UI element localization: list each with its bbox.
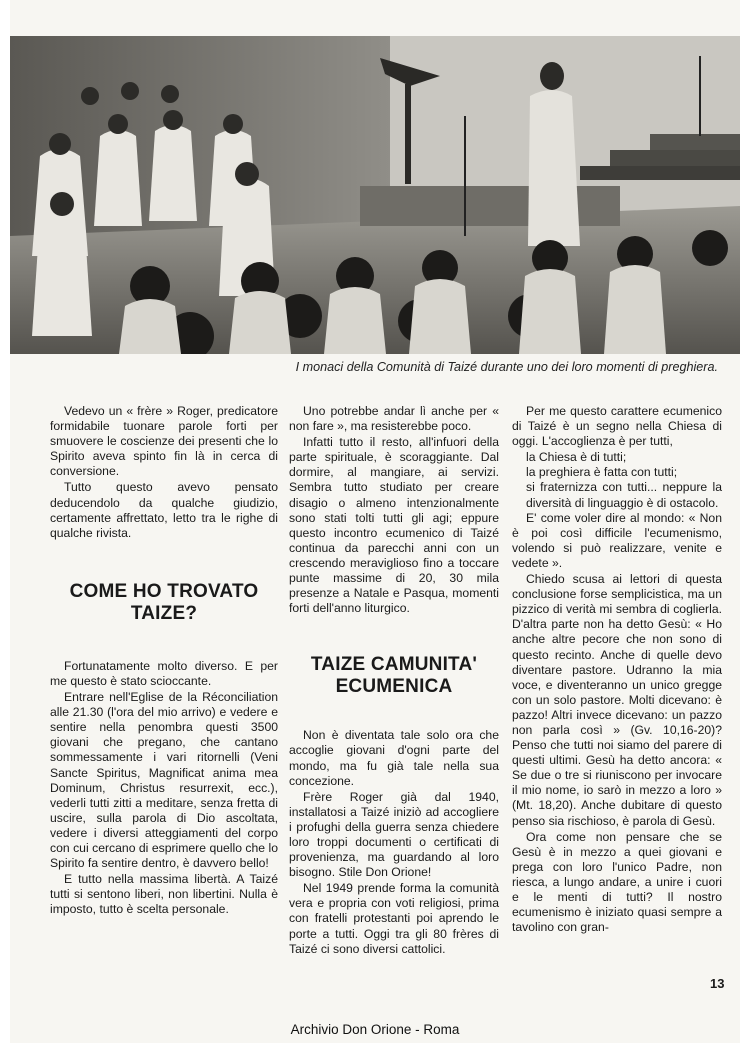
column-2 bbox=[289, 404, 499, 958]
paragraph: Uno potrebbe andar lì anche per « non fare », ma resisterebbe poco. bbox=[289, 404, 499, 434]
photo-caption: I monaci della Comunità di Taizé durante uno dei loro momenti di preghiera. bbox=[295, 360, 718, 374]
column-3 bbox=[512, 404, 722, 936]
page-number: 13 bbox=[710, 976, 725, 991]
paragraph: Non è diventata tale solo ora che accoglie giovani d'ogni parte del mondo, ma fu già tale nella sua concezione. bbox=[289, 728, 499, 788]
left-margin bbox=[0, 0, 10, 1043]
paragraph: Vedevo un « frère » Roger, predicatore formidabile tuonare parole forti per smuovere le coscienze dei presenti che lo Spirito aveva spinto fin là in cerca di conversione. bbox=[50, 404, 278, 479]
magazine-page bbox=[10, 0, 740, 1043]
paragraph: E' come voler dire al mondo: « Non è poi così difficile l'ecumenismo, volendo si può realizzare, venite e vedete ». bbox=[512, 510, 722, 570]
paragraph: Fortunatamente molto diverso. E per me questo è stato scioccante. bbox=[50, 658, 278, 688]
archive-footer: Archivio Don Orione - Roma bbox=[290, 1022, 460, 1037]
paragraph: E tutto nella massima libertà. A Taizé tutti si sentono liberi, non libertini. Nulla è imposto, tutto è scelta personale. bbox=[50, 872, 278, 917]
section-heading: TAIZE CAMUNITA' ECUMENICA bbox=[310, 654, 478, 698]
paragraph: Nel 1949 prende forma la comunità vera e propria con voti religiosi, prima con fratelli protestanti poi aprendo le porte a tutti. Oggi tra gli 80 frères di Taizé ci sono diversi cattolici. bbox=[289, 881, 499, 956]
paragraph: Infatti tutto il resto, all'infuori della parte spirituale, è scoraggiante. Dal dormire, al mangiare, ai servizi. Sembra tutto studiato per creare disagio o almeno intenzionalmente sono stati tolti tutti gli agi; eppure questo incontro ecumenico di Taizé continua da parecchi anni con un crescendo meraviglioso fino a toccare punte massime di 20, 30 mila presenze a Natale e Pasqua, momenti forti dell'anno liturgico. bbox=[289, 435, 499, 616]
paragraph: Tutto questo avevo pensato deducendolo da qualche giudizio, certamente affrettato, letto tra le righe di qualche rivista. bbox=[50, 480, 278, 540]
monks-photo bbox=[10, 36, 740, 354]
paragraph: Chiedo scusa ai lettori di questa conclusione forse semplicistica, ma un pizzico di verità mi sembra di coglierla. D'altra parte non ha detto Gesù: « Ho anche altre pecore che non sono di questo recinto. Anche di quelle devo diventare pastore. Udranno la mia voce, e diventeranno un unico gregge con un solo pastore. Molti dicevano: è pazzo! Altri invece dicevano: un pazzo non parla così » (Gv. 10,16-20)? Penso che tutti noi siamo del parere di questi ultimi. Gesù ha detto ancora: « Se due o tre si riuniscono per invocare il mio nome, io sarò in mezzo a loro » (Mt. 18,20). Anche dubitare di questo penso sia rischioso, è parola di Gesù. bbox=[512, 572, 722, 828]
paragraph: Ora come non pensare che se Gesù è in mezzo a quei giovani e prega con loro l'unico Padre, non riesca, a lungo andare, a unire i cuori e le menti di tutti? Il nostro ecumenismo è iniziato quasi sempre a tavolino con gran- bbox=[512, 829, 722, 935]
section-heading: COME HO TROVATO TAIZE? bbox=[69, 580, 259, 624]
paragraph: Frère Roger già dal 1940, installatosi a Taizé iniziò ad accogliere i profughi della guerra senza chiedere loro troppi documenti o certificati di provenienza, ma guardando al loro bisogno. Stile Don Orione! bbox=[289, 789, 499, 880]
paragraph: Per me questo carattere ecumenico di Taizé è un segno nella Chiesa di oggi. L'accoglienza è per tutti, bbox=[512, 404, 722, 449]
list-line: si fraternizza con tutti... neppure la diversità di linguaggio è di ostacolo. bbox=[526, 480, 722, 510]
column-1 bbox=[50, 404, 278, 918]
paragraph: Entrare nell'Eglise de la Réconciliation alle 21.30 (l'ora del mio arrivo) e vedere e sentire nella penombra questi 3500 giovani che pregano, che cantano sommessamente i vari ritornelli (Veni Sancte Spiritus, Magnificat anima mea Dominum, Christus resurrexit, ecc.), vederli tutti zitti a meditare, senza fretta di uscire, sulla parola di Dio ascoltata, vedere i diversi atteggiamenti del corpo con cui cercano di esprimere quello che lo Spirito fa sentire dentro, è davvero bello! bbox=[50, 690, 278, 871]
list-line: la preghiera è fatta con tutti; bbox=[526, 465, 678, 480]
list-line: la Chiesa è di tutti; bbox=[526, 450, 627, 465]
